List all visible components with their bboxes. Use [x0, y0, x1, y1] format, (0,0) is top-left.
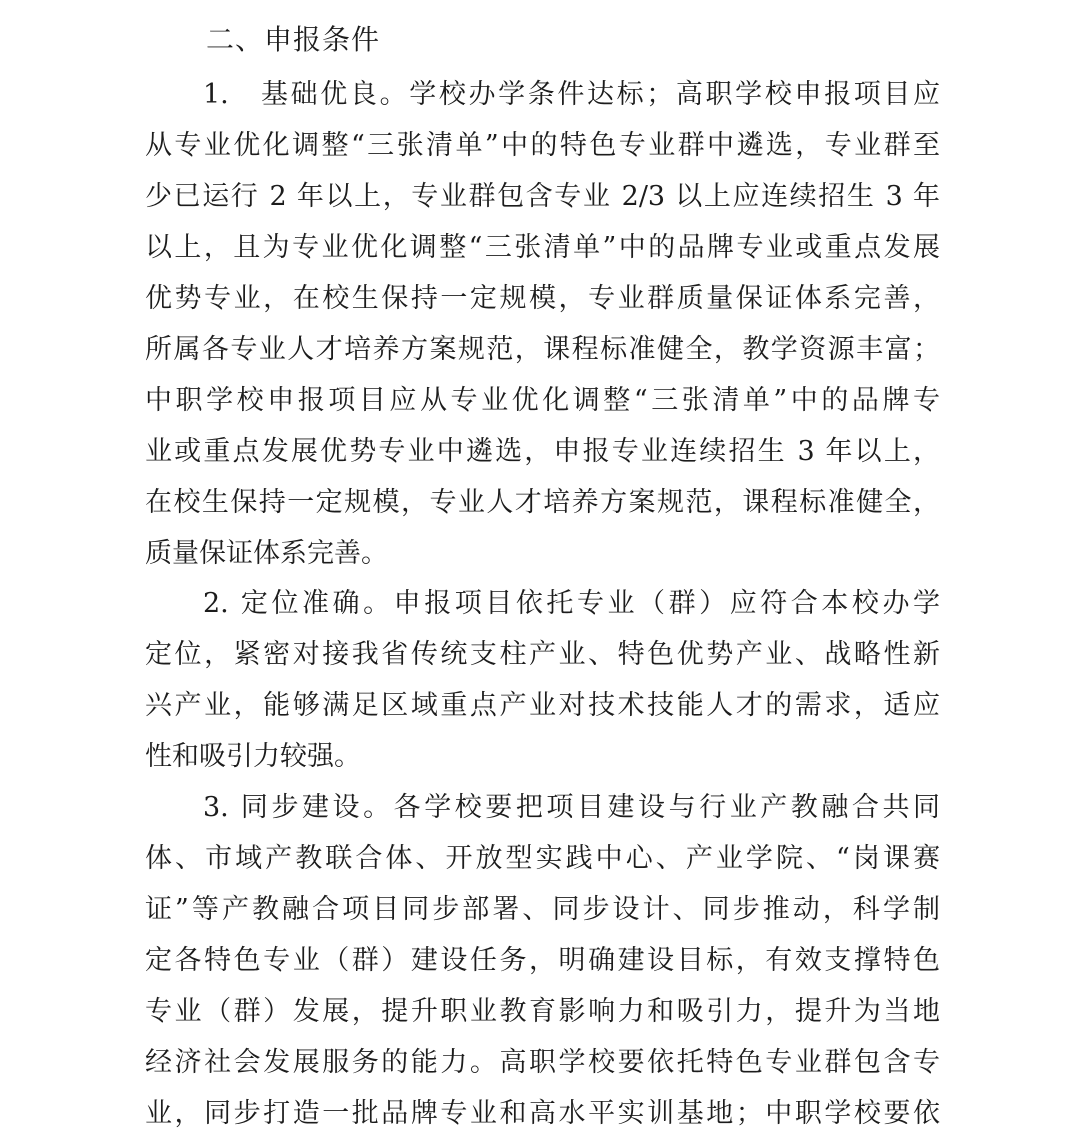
text-line: 优势专业，在校生保持一定规模，专业群质量保证体系完善，	[145, 283, 940, 314]
text-line: 2. 定位准确。申报项目依托专业（群）应符合本校办学	[203, 588, 940, 619]
text-line: 3. 同步建设。各学校要把项目建设与行业产教融合共同	[203, 792, 940, 823]
text-line: 定位，紧密对接我省传统支柱产业、特色优势产业、战略性新	[145, 639, 940, 670]
text-line: 在校生保持一定规模，专业人才培养方案规范，课程标准健全，	[145, 487, 940, 518]
text-line: 业或重点发展优势专业中遴选，申报专业连续招生 3 年以上，	[145, 436, 940, 467]
text-line: 少已运行 2 年以上，专业群包含专业 2/3 以上应连续招生 3 年	[145, 181, 940, 212]
text-line: 经济社会发展服务的能力。高职学校要依托特色专业群包含专	[145, 1047, 940, 1078]
text-line: 以上，且为专业优化调整“三张清单”中的品牌专业或重点发展	[145, 232, 940, 263]
text-line: 体、市域产教联合体、开放型实践中心、产业学院、“岗课赛	[145, 843, 940, 874]
text-line: 1. 基础优良。学校办学条件达标；高职学校申报项目应	[203, 79, 940, 110]
text-line: 性和吸引力较强。	[145, 741, 361, 772]
text-line: 定各特色专业（群）建设任务，明确建设目标，有效支撑特色	[145, 945, 940, 976]
text-line: 证”等产教融合项目同步部署、同步设计、同步推动，科学制	[145, 894, 940, 925]
text-line: 兴产业，能够满足区域重点产业对技术技能人才的需求，适应	[145, 690, 940, 721]
text-line: 从专业优化调整“三张清单”中的特色专业群中遴选，专业群至	[145, 130, 940, 161]
section-heading: 二、申报条件	[206, 23, 381, 56]
text-line: 质量保证体系完善。	[145, 538, 388, 569]
text-line: 中职学校申报项目应从专业优化调整“三张清单”中的品牌专	[145, 385, 940, 416]
text-line: 所属各专业人才培养方案规范，课程标准健全，教学资源丰富；	[145, 334, 940, 365]
text-line: 业，同步打造一批品牌专业和高水平实训基地；中职学校要依	[145, 1098, 940, 1129]
text-line: 专业（群）发展，提升职业教育影响力和吸引力，提升为当地	[145, 996, 940, 1027]
